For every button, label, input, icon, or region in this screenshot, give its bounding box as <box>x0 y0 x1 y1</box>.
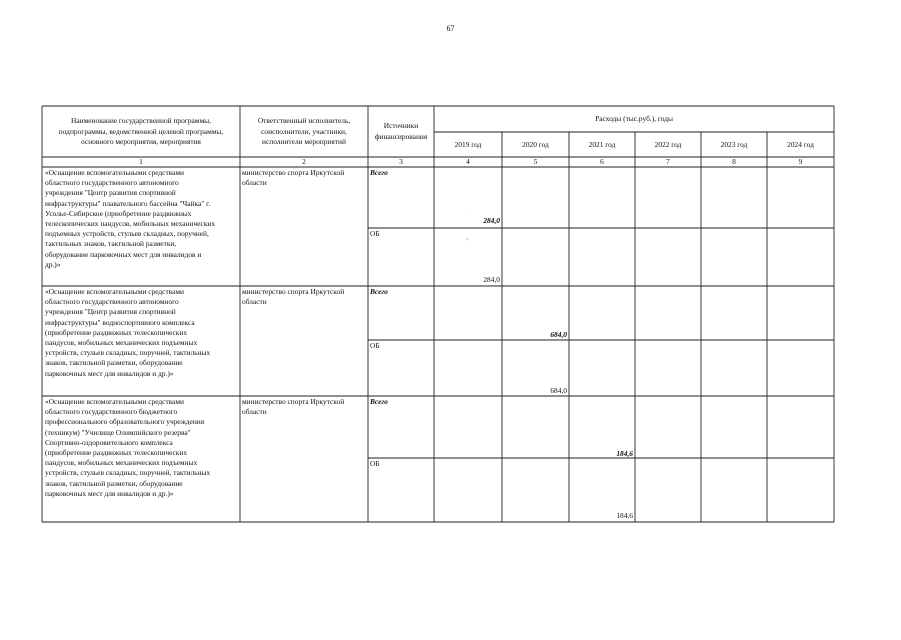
row-1-total-2019: 284,0 <box>483 216 500 225</box>
header-executor-column: Ответственный исполнитель, соисполнители, участники, исполнители мероприятий <box>257 116 351 147</box>
header-year-2020: 2020 год <box>522 140 549 149</box>
scan-mark: × <box>466 238 469 243</box>
scan-mark: ' <box>466 214 467 219</box>
row-3-total-2021: 184,6 <box>616 449 633 458</box>
row-2-executor: министерство спорта Иркутской области <box>242 287 345 307</box>
column-number-9: 9 <box>798 157 803 166</box>
row-3-source-ob: ОБ <box>370 459 380 468</box>
row-1-activity-name: «Оснащение вспомогательными средствами областного государственного автономного учреждения "Центр развития спортивной инфраструктуры" плавательного бассейна "Чайка" г. Усолье-Сибирское (приобретение раздвижных телескопических пандусов, мобильных механических подъемных устройств, стульев складных, поручней, тактильных знаков, тактильной разметки, оборудование парковочных мест для инвалидов и др.)» <box>45 168 216 269</box>
row-1-source-ob: ОБ <box>370 229 380 238</box>
header-year-2021: 2021 год <box>588 140 616 149</box>
column-number-1: 1 <box>139 157 143 166</box>
row-2-ob-2020: 684,0 <box>550 386 567 395</box>
column-number-5: 5 <box>533 157 538 166</box>
row-1-executor: министерство спорта Иркутской области <box>242 168 345 188</box>
row-2-total-2020: 684,0 <box>550 330 567 339</box>
header-name-column: Наименование государственной программы, подпрограммы, ведомственной целевой программы, основного мероприятия, мероприятия <box>58 116 224 147</box>
row-3-activity-name: «Оснащение вспомогательными средствами областного государственного бюджетного профессионального образовательного учреждения (техникум) "Училище Олимпийского резерва" Спортивно-оздоровительного комплекса (приобретение раздвижных телескопических пандусов, мобильных механических подъемных устройств, стульев складных, поручней, тактильных знаков, тактильной разметки, оборудование парковочных мест для инвалидов и др.)» <box>45 397 211 498</box>
header-year-2024: 2024 год <box>787 140 814 149</box>
column-number-6: 6 <box>600 157 604 166</box>
row-1-ob-2019: 284,0 <box>483 275 500 284</box>
column-number-8: 8 <box>732 157 736 166</box>
row-2-source-total: Всего <box>370 287 388 296</box>
column-number-7: 7 <box>666 157 670 166</box>
header-year-2023: 2023 год <box>720 140 748 149</box>
row-2-source-ob: ОБ <box>370 341 380 350</box>
header-expenses-title: Расходы (тыс.руб.), годы <box>595 114 673 123</box>
column-number-3: 3 <box>399 157 403 166</box>
header-sources-column: Источники финансирования <box>374 121 428 141</box>
row-2-activity-name: «Оснащение вспомогательными средствами областного государственного автономного учреждения "Центр развития спортивной инфраструктуры" водноспортивного комплекса (приобретение раздвижных телескопических пандусов, мобильных механических подъемных устройств, стульев складных, поручней, тактильных знаков, тактильной разметки, оборудование парковочных мест для инвалидов и др.)» <box>45 287 211 378</box>
page-number: 67 <box>446 24 455 33</box>
row-3-ob-2021: 184,6 <box>616 511 633 520</box>
header-year-2022: 2022 год <box>654 140 682 149</box>
row-3-executor: министерство спорта Иркутской области <box>242 397 345 417</box>
header-year-2019: 2019 год <box>454 140 482 149</box>
column-number-2: 2 <box>302 157 306 166</box>
column-number-4: 4 <box>466 157 470 166</box>
row-3-source-total: Всего <box>370 397 388 406</box>
row-1-source-total: Всего <box>370 168 388 177</box>
